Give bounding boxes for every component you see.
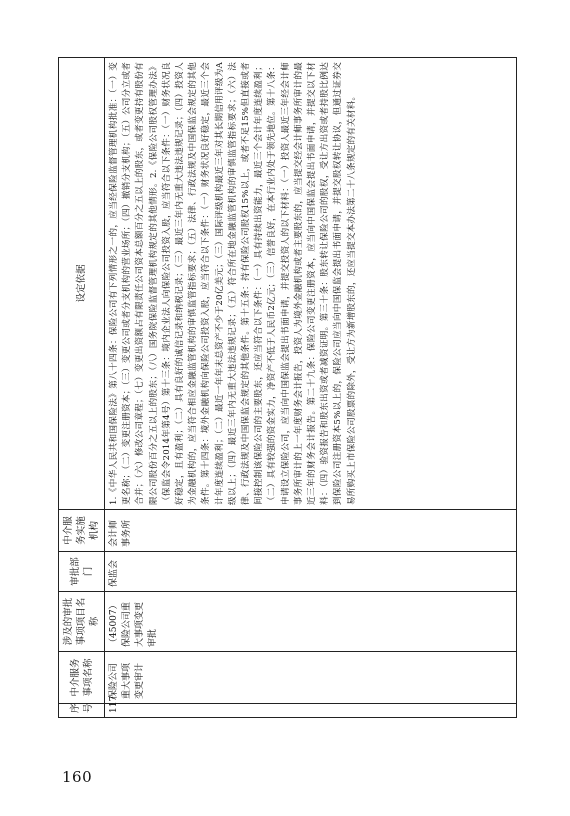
cell-seq: 117 bbox=[105, 704, 517, 718]
rotated-table-container bbox=[58, 58, 508, 718]
table-header-row bbox=[59, 58, 105, 718]
header-dept: 审批部门 bbox=[59, 552, 105, 592]
cell-service-name: 保险公司重大事项变更审计 bbox=[105, 652, 517, 704]
header-item-name: 涉及的审批事项项目名称 bbox=[59, 592, 105, 652]
approval-table bbox=[58, 57, 517, 718]
table-row bbox=[105, 58, 517, 718]
cell-dept: 保监会 bbox=[105, 552, 517, 592]
header-service-name: 中介服务事项名称 bbox=[59, 652, 105, 704]
header-org: 中介服务实施机构 bbox=[59, 510, 105, 552]
page-number: 160 bbox=[62, 768, 93, 786]
header-basis: 设定依据 bbox=[59, 58, 105, 510]
cell-org: 会计师事务所 bbox=[105, 510, 517, 552]
cell-item-name: （45007）保险公司重大事项变更审批 bbox=[105, 592, 517, 652]
header-seq: 序号 bbox=[59, 704, 105, 718]
cell-basis: 1.《中华人民共和国保险法》第八十四条：保险公司有下列情形之一的，应当经保险监督管理机构批准：（一）变更名称；（二）变更注册资本；（三）变更公司或者分支机构的营业场所；（四）撤销分支机构；（五）公司分立或者合并；（六）修改公司章程；（七）变更出资额占有限责任公司资本总额百分之五以上的股东，或者变更持有股份有限公司股份百分之五以上的股东；（八）国务院保险监督管理机构规定的其他情形。2.《保险公司股权管理办法》（保监会令2014年第4号）第十三条：境内企业法人向保险公司投资入股，应当符合以下条件：（一）财务状况良好稳定，且有盈利；（二）具有良好的诚信记录和纳税记录；（三）最近三年内无重大违法违规记录；（四）投资人为金融机构的，应当符合相应金融监管机构的审慎监管指标要求；（五）法律、行政法规及中国保监会规定的其他条件。第十四条：境外金融机构向保险公司投资入股，应当符合以下条件：（一）财务状况良好稳定，最近三个会计年度连续盈利；（二）最近一年年末总资产不少于20亿美元；（三）国际评级机构最近三年对其长期信用评级为A级以上；（四）最近三年内无重大违法违规记录；（五）符合所在地金融监管机构的审慎监管指标要求；（六）法律、行政法规及中国保监会规定的其他条件。第十五条：持有保险公司股权15%以上，或者不足15%但直接或者间接控制该保险公司的主要股东，还应当符合以下条件：（一）具有持续出资能力，最近三个会计年度连续盈利；（二）具有较强的资金实力，净资产不低于人民币2亿元；（三）信誉良好，在本行业内处于领先地位。第十八条：申请设立保险公司，应当向中国保监会提出书面申请，并提交投资人的以下材料：（一）投资人最近三年经会计师事务所审计的上一年度财务会计报告，投资人为境外金融机构或者主要股东的，应当提交经会计师事务所审计的最近三年的财务会计报告。第二十九条：保险公司变更注册资本，应当向中国保监会提出书面申请，并提交以下材料：（四）验资报告和股东出资或者减资证明。第三十条：股东转让保险公司的股权，受让方出资或者持股比例达到保险公司注册资本5%以上的，保险公司应当向中国保监会提出书面申请，并提交股权转让协议，但通过证券交易所购买上市保险公司股票的除外，受让方为新增股东的，还应当提交本办法第二十八条规定的有关材料。 bbox=[105, 58, 517, 510]
